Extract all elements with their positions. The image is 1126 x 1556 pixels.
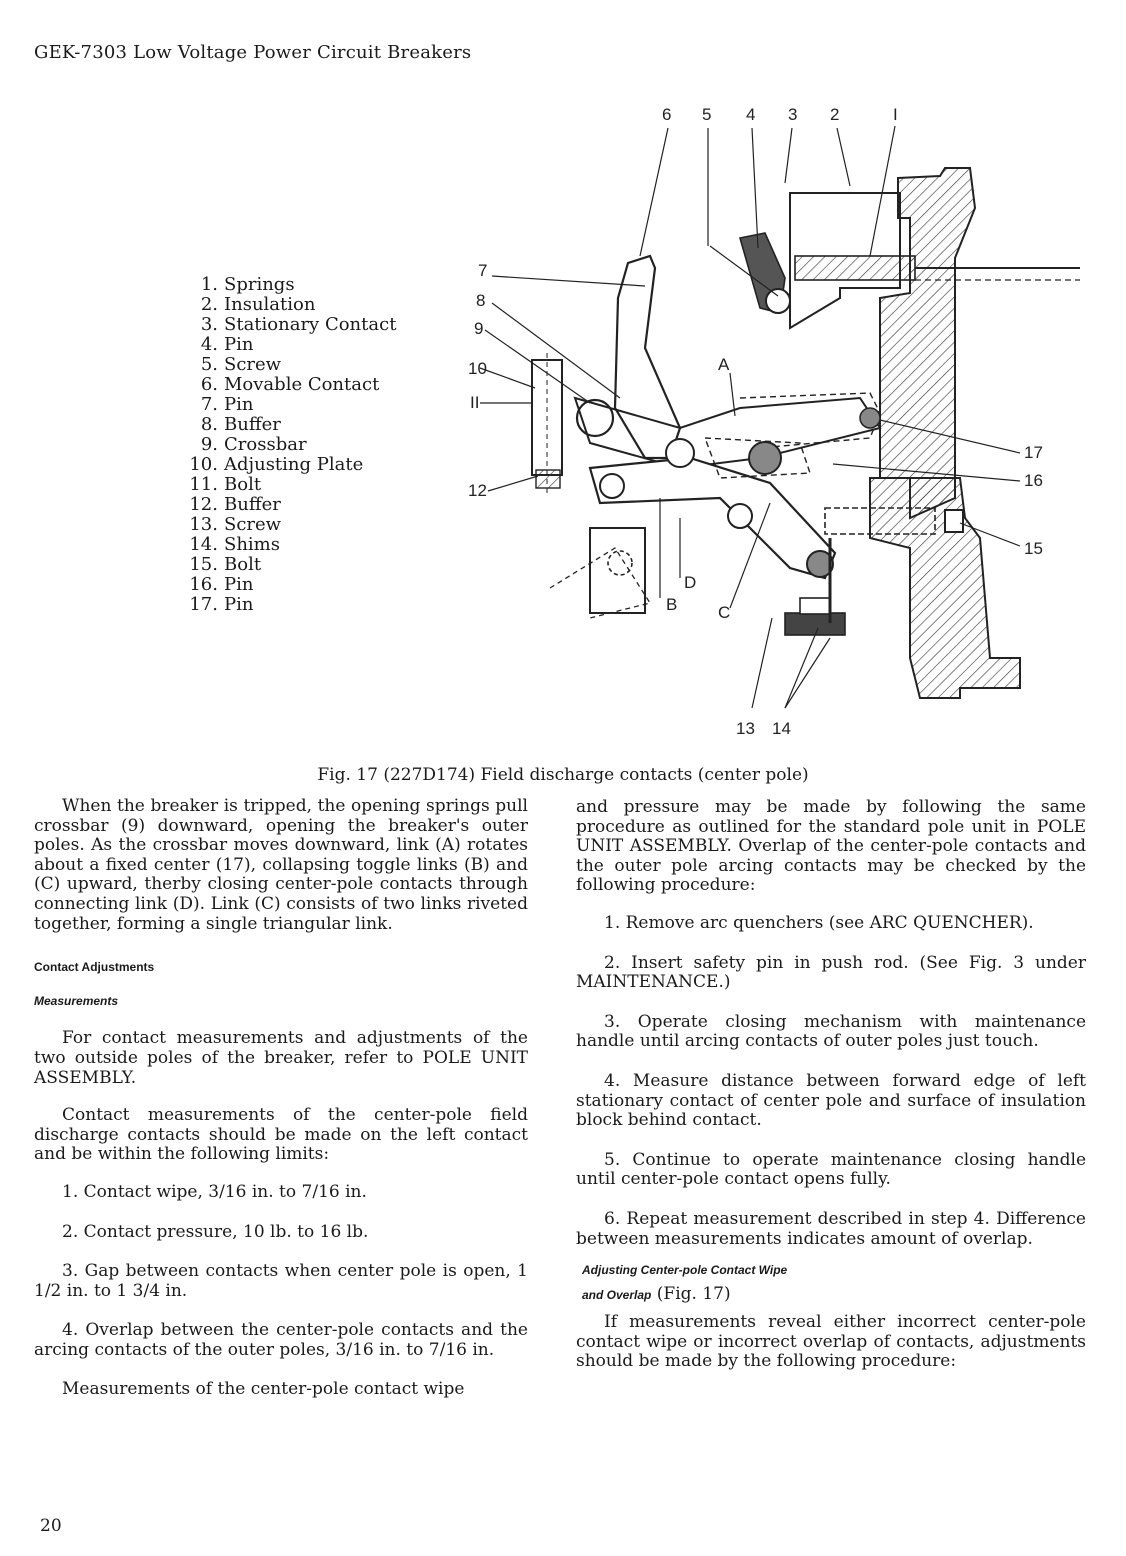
callout: 13 bbox=[736, 719, 755, 738]
legend-item: 16. Pin bbox=[189, 574, 254, 595]
callout: D bbox=[684, 573, 697, 592]
legend-item: 2. Insulation bbox=[200, 294, 316, 315]
frame-upper bbox=[880, 168, 975, 518]
legend-item: 6. Movable Contact bbox=[200, 374, 380, 395]
figure-reference: (Fig. 17) bbox=[656, 1283, 731, 1304]
spring-housing bbox=[795, 256, 915, 280]
callout: C bbox=[718, 603, 731, 622]
legend-item: 10. Adjusting Plate bbox=[189, 454, 364, 475]
limit-item: 1. Contact wipe, 3/16 in. to 7/16 in. bbox=[62, 1181, 367, 1202]
subsection-heading: Adjusting Center-pole Contact Wipe bbox=[582, 1263, 788, 1278]
callout: 15 bbox=[1024, 539, 1043, 558]
callout: 6 bbox=[662, 105, 672, 124]
legend-item: 8. Buffer bbox=[200, 414, 281, 435]
callout: 12 bbox=[468, 481, 487, 500]
page-header: GEK-7303 Low Voltage Power Circuit Breakers bbox=[34, 42, 472, 63]
intro-paragraph: When the breaker is tripped, the opening springs pull crossbar (9) downward, opening the breaker's outer poles. As the crossbar moves downward, link (A) rotates about a fixed center (17), collapsing toggle links (B) and (C) upward, therby closing center-pole contacts through connecting link (D). Link (C) consists of two links riveted together, forming a single triangular link. bbox=[34, 796, 528, 934]
limit-item: 2. Contact pressure, 10 lb. to 16 lb. bbox=[62, 1221, 369, 1242]
legend-item: 13. Screw bbox=[189, 514, 282, 535]
procedure-step: 5. Continue to operate maintenance closing handle until center-pole contact opens fully. bbox=[576, 1149, 1086, 1190]
callout: B bbox=[666, 595, 678, 614]
limit-item: 4. Overlap between the center-pole contacts and the arcing contacts of the outer poles, 3/16 in. to 7/16 in. bbox=[34, 1320, 528, 1360]
procedure-step: 3. Operate closing mechanism with maintenance handle until arcing contacts of outer poles just touch. bbox=[576, 1011, 1086, 1052]
callout: 7 bbox=[478, 261, 488, 280]
callout: 4 bbox=[746, 105, 756, 124]
legend-item: 11. Bolt bbox=[189, 474, 262, 495]
callout: 10 bbox=[468, 359, 487, 378]
legend-item: 5. Screw bbox=[200, 354, 282, 375]
callout: 14 bbox=[772, 719, 791, 738]
legend-item: 14. Shims bbox=[189, 534, 280, 555]
right-column bbox=[576, 798, 1086, 1372]
procedure-step: 1. Remove arc quenchers (see ARC QUENCHER). bbox=[604, 912, 1034, 933]
page-number: 20 bbox=[40, 1516, 62, 1536]
callout: II bbox=[470, 393, 480, 412]
procedure-step: 6. Repeat measurement described in step 4. Difference between measurements indicates amount of overlap. bbox=[576, 1208, 1086, 1249]
paragraph: For contact measurements and adjustments of the two outside poles of the breaker, refer to POLE UNIT ASSEMBLY. bbox=[34, 1028, 528, 1088]
legend-item: 9. Crossbar bbox=[200, 434, 307, 455]
legend-item: 1. Springs bbox=[200, 274, 295, 295]
figure-caption: Fig. 17 (227D174) Field discharge contacts (center pole) bbox=[317, 765, 809, 785]
callout: A bbox=[718, 355, 730, 374]
legend-item: 15. Bolt bbox=[189, 554, 262, 575]
paragraph: Contact measurements of the center-pole field discharge contacts should be made on the left contact and be within the following limits: bbox=[34, 1105, 528, 1165]
legend-item: 17. Pin bbox=[189, 594, 254, 615]
legend-item: 7. Pin bbox=[200, 394, 254, 415]
mechanism-diagram bbox=[440, 98, 1100, 748]
legend-item: 3. Stationary Contact bbox=[200, 314, 397, 335]
callout: 3 bbox=[788, 105, 798, 124]
legend-item: 4. Pin bbox=[200, 334, 254, 355]
subsection-heading-line2: and Overlap (Fig. 17) bbox=[582, 1283, 731, 1304]
paragraph: Measurements of the center-pole contact wipe bbox=[62, 1379, 465, 1400]
callout: I bbox=[893, 105, 898, 124]
procedure-step: 4. Measure distance between forward edge of left stationary contact of center pole and surface of insulation block behind contact. bbox=[576, 1070, 1086, 1131]
callout: 9 bbox=[474, 319, 484, 338]
callout: 5 bbox=[702, 105, 712, 124]
callout: 2 bbox=[830, 105, 840, 124]
figure-legend bbox=[176, 275, 396, 615]
callout: 16 bbox=[1024, 471, 1043, 490]
left-column bbox=[34, 797, 528, 1400]
limit-item: 3. Gap between contacts when center pole is open, 1 1/2 in. to 1 3/4 in. bbox=[34, 1261, 528, 1301]
legend-item: 12. Buffer bbox=[189, 494, 281, 515]
paragraph: If measurements reveal either incorrect center-pole contact wipe or incorrect overlap of contacts, adjustments should be made by the following procedure: bbox=[576, 1312, 1086, 1372]
movable-contact bbox=[615, 256, 680, 458]
shims bbox=[785, 613, 845, 635]
subsection-heading: Measurements bbox=[34, 993, 119, 1008]
callout: 17 bbox=[1024, 443, 1043, 462]
callout: 8 bbox=[476, 291, 486, 310]
pin-17 bbox=[860, 408, 880, 428]
paragraph: and pressure may be made by following the same procedure as outlined for the standard pole unit in POLE UNIT ASSEMBLY. Overlap of the center-pole contacts and the outer pole arcing contacts may be checked by the following procedure: bbox=[576, 797, 1086, 896]
procedure-step: 2. Insert safety pin in push rod. (See Fig. 3 under MAINTENANCE.) bbox=[576, 952, 1086, 993]
section-heading: Contact Adjustments bbox=[34, 960, 155, 975]
